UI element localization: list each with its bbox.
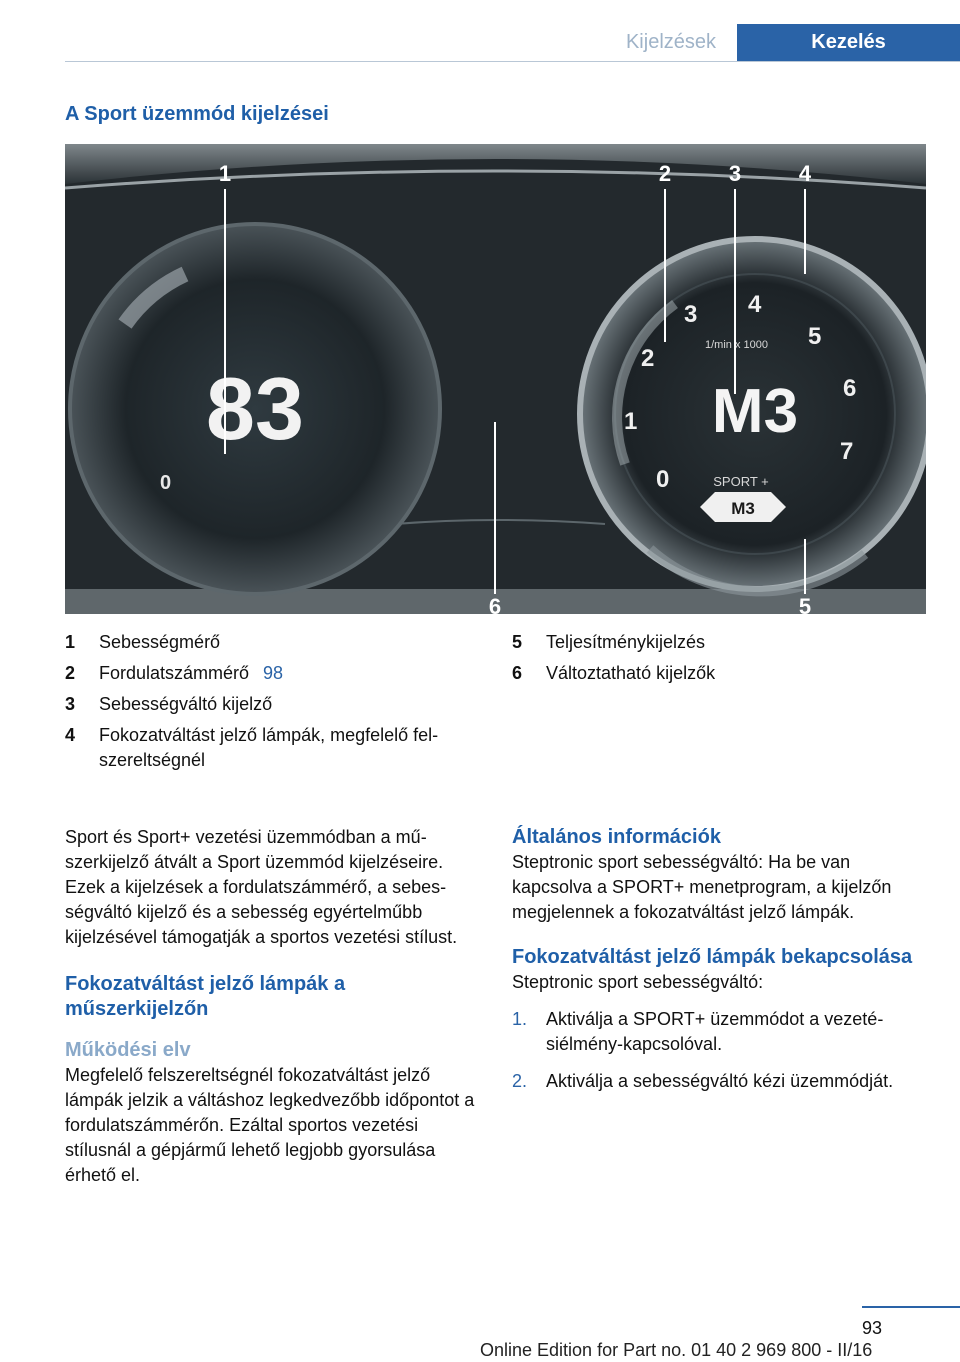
figure-legend-right bbox=[512, 630, 932, 692]
heading-general-information: Általános információk bbox=[512, 826, 721, 848]
legend-number: 6 bbox=[512, 663, 523, 683]
footer-edition-text: Online Edition for Part no. 01 40 2 969 800 - II/16 bbox=[480, 1340, 873, 1360]
callout-number-5: 5 bbox=[798, 594, 812, 614]
heading-activating-shift-lights: Fokozatváltást jelző lámpák bekapcsolása bbox=[512, 946, 913, 968]
legend-text bbox=[99, 661, 475, 686]
legend-item-6 bbox=[512, 661, 932, 686]
speed-value: 83 bbox=[206, 359, 304, 458]
activation-intro-paragraph: Steptronic sport sebességváltó: bbox=[512, 972, 764, 992]
legend-text: Teljesítménykijelzés bbox=[546, 632, 706, 652]
list-item bbox=[512, 1007, 932, 1057]
left-column bbox=[65, 825, 480, 1188]
legend-item-1 bbox=[65, 630, 475, 655]
instrument-cluster-illustration bbox=[65, 144, 926, 614]
intro-paragraph: Sport és Sport+ vezetési üzemmódban a műszerkijelző átvált a Sport üzemmód kijelzéseire. Ezek a kijelzések a fordulatszámmérő, a sebességváltó kijelző és a sebesség egyértelműbb kijelzésével támogatják a sportos vezetési stílust. bbox=[65, 827, 458, 947]
footer-divider bbox=[862, 1306, 960, 1308]
legend-text: Sebességmérő bbox=[99, 632, 221, 652]
legend-number: 2 bbox=[65, 663, 76, 683]
legend-text: Változtatható kijelzők bbox=[546, 663, 716, 683]
legend-item-5 bbox=[512, 630, 932, 655]
section-title: A Sport üzemmód kijelzései bbox=[65, 103, 329, 125]
header-tab-kijelzesek[interactable]: Kijelzések bbox=[625, 31, 717, 53]
legend-text: Sebességváltó kijelző bbox=[99, 694, 273, 714]
legend-number: 5 bbox=[512, 632, 523, 652]
step-number: 1. bbox=[512, 1009, 528, 1029]
step-text: Aktiválja a sebességváltó kézi üzemmódját. bbox=[546, 1071, 894, 1091]
callout-number-2: 2 bbox=[658, 161, 672, 186]
speed-zero-label: 0 bbox=[160, 472, 172, 494]
activation-steps-list bbox=[512, 1007, 932, 1094]
legend-number: 3 bbox=[65, 694, 76, 714]
general-information-paragraph: Steptronic sport sebességváltó: Ha be van kapcsolva a SPORT+ menetprogram, a kijelzőn megjelennek a fokozatváltást jelző lámpák. bbox=[512, 852, 892, 922]
rpm-tick-2: 2 bbox=[641, 345, 655, 372]
callout-number-3: 3 bbox=[728, 161, 742, 186]
legend-number: 4 bbox=[65, 725, 76, 745]
subheading-operating-principle: Működési elv bbox=[65, 1039, 191, 1061]
legend-label: Fordulatszámmérő bbox=[99, 663, 250, 683]
step-text: Aktiválja a SPORT+ üzemmódot a vezetésiélmény-kapcsolóval. bbox=[546, 1009, 884, 1054]
legend-item-4 bbox=[65, 723, 475, 773]
callout-number-4: 4 bbox=[798, 161, 812, 186]
step-number: 2. bbox=[512, 1071, 528, 1091]
header-tab-kezeles[interactable]: Kezelés bbox=[737, 24, 960, 61]
operating-principle-paragraph: Megfelelő felszereltségnél fokozatváltást jelző lámpák jelzik a váltáshoz legkedvezőbb időpontot a fordulatszámmérőn. Ezáltal sportos vezetési stílusnál a gépjármű lehető legjobb gyorsulása érhető el. bbox=[65, 1065, 475, 1185]
rpm-tick-3: 3 bbox=[684, 301, 698, 328]
header-divider bbox=[65, 61, 960, 62]
heading-shift-lights-display: Fokozatváltást jelző lámpák a műszerkijelzőn bbox=[65, 973, 346, 1020]
page-number: 93 bbox=[862, 1318, 883, 1338]
rpm-tick-5: 5 bbox=[808, 323, 822, 350]
rpm-unit-label: 1/min x 1000 bbox=[705, 339, 768, 351]
figure-legend-left bbox=[65, 630, 475, 779]
instrument-cluster-figure bbox=[65, 144, 926, 614]
list-item bbox=[512, 1069, 932, 1094]
legend-text: Fokozatváltást jelző lámpák, megfelelő felszereltségnél bbox=[99, 725, 439, 770]
gear-indicator-main: M3 bbox=[711, 377, 799, 446]
callout-number-1: 1 bbox=[218, 161, 232, 186]
callout-number-6: 6 bbox=[488, 594, 502, 614]
legend-item-2 bbox=[65, 661, 475, 686]
rpm-tick-1: 1 bbox=[624, 408, 638, 435]
legend-item-3 bbox=[65, 692, 475, 717]
rpm-tick-7: 7 bbox=[840, 438, 854, 465]
sport-mode-label: SPORT + bbox=[713, 474, 769, 489]
rpm-tick-4: 4 bbox=[748, 291, 762, 318]
gear-indicator-small: M3 bbox=[731, 499, 755, 518]
legend-number: 1 bbox=[65, 632, 76, 652]
rpm-tick-0: 0 bbox=[656, 466, 670, 493]
right-column bbox=[512, 825, 932, 1106]
page-reference-link[interactable]: 98 bbox=[263, 663, 284, 683]
rpm-tick-6: 6 bbox=[843, 375, 857, 402]
